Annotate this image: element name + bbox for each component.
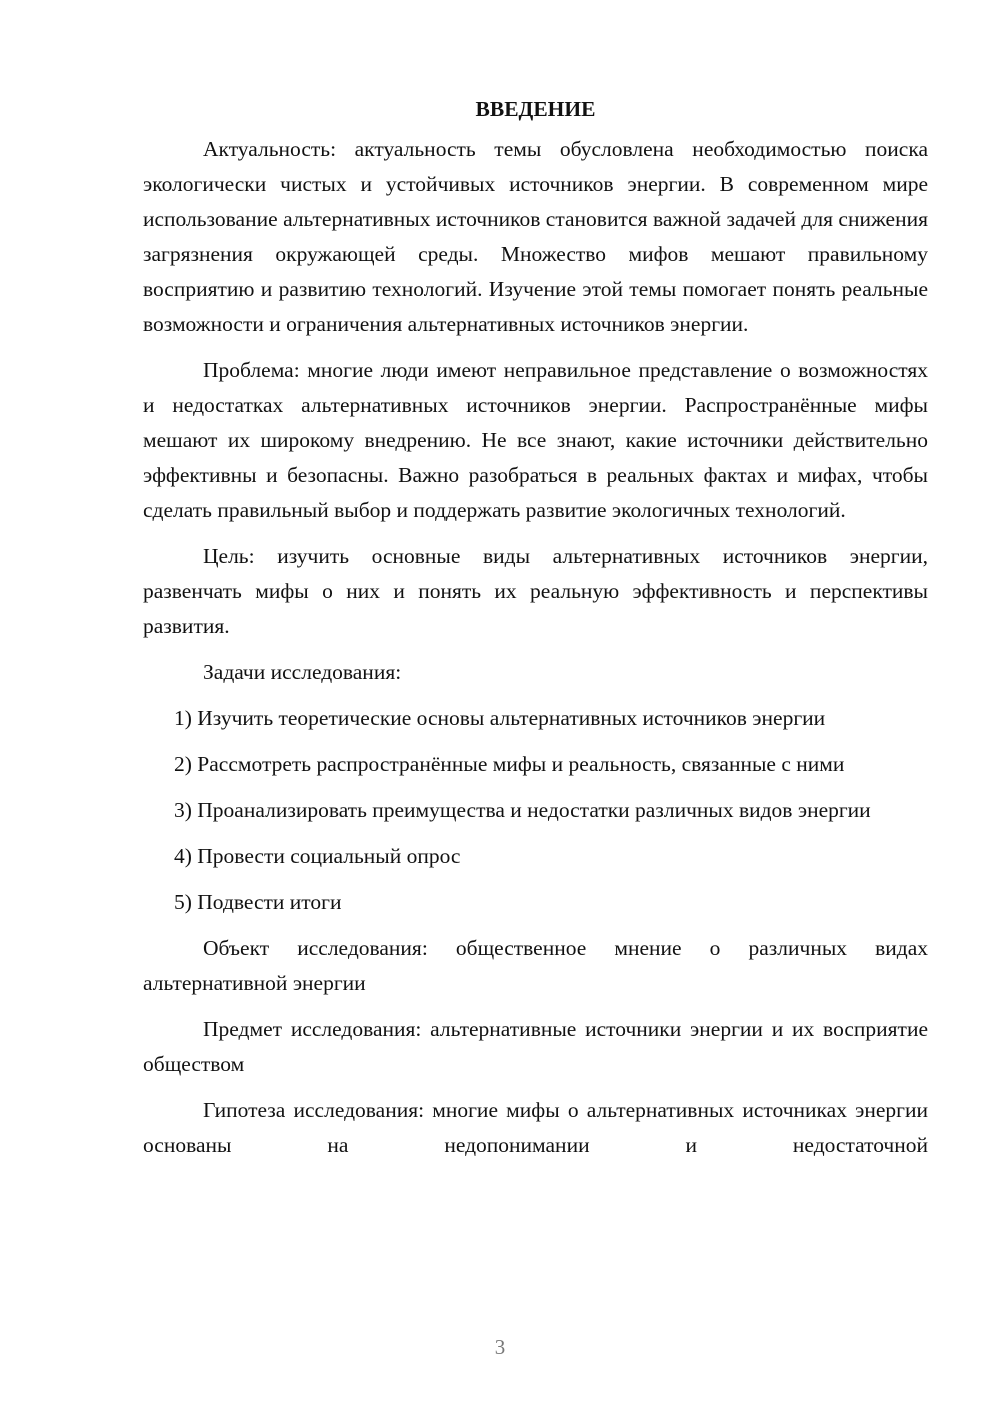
- task-item-1: 1) Изучить теоретические основы альтернативных источников энергии: [174, 706, 826, 730]
- task-item-5: 5) Подвести итоги: [174, 890, 342, 914]
- task-item-3: 3) Проанализировать преимущества и недостатки различных видов энергии: [174, 798, 871, 822]
- task-item-2: 2) Рассмотреть распространённые мифы и реальность, связанные с ними: [174, 752, 845, 776]
- relevance-paragraph: Актуальность: актуальность темы обусловлена необходимостью поиска экологически чистых и устойчивых источников энергии. В современном мире использование альтернативных источников становится важной задачей для снижения загрязнения окружающей среды. Множество мифов мешают правильному восприятию и развитию технологий. Изучение этой темы помогает понять реальные возможности и ограничения альтернативных источников энергии.: [143, 137, 928, 336]
- hypothesis-paragraph: Гипотеза исследования: многие мифы о альтернативных источниках энергии основаны на недопонимании и недостаточной: [143, 1098, 928, 1157]
- document-body: [143, 92, 928, 1174]
- task-item-4: 4) Провести социальный опрос: [174, 844, 461, 868]
- problem-paragraph: Проблема: многие люди имеют неправильное представление о возможностях и недостатках альтернативных источников энергии. Распространённые мифы мешают их широкому внедрению. Не все знают, какие источники действительно эффективны и безопасны. Важно разобраться в реальных фактах и мифах, чтобы сделать правильный выбор и поддержать развитие экологичных технологий.: [143, 358, 928, 522]
- subject-paragraph: Предмет исследования: альтернативные источники энергии и их восприятие обществом: [143, 1017, 928, 1076]
- section-title: ВВЕДЕНИЕ: [475, 97, 596, 121]
- goal-paragraph: Цель: изучить основные виды альтернативных источников энергии, развенчать мифы о них и понять их реальную эффективность и перспективы развития.: [143, 544, 928, 638]
- tasks-heading: Задачи исследования:: [203, 660, 402, 684]
- page-number: 3: [494, 1335, 506, 1359]
- object-paragraph: Объект исследования: общественное мнение о различных видах альтернативной энергии: [143, 936, 928, 995]
